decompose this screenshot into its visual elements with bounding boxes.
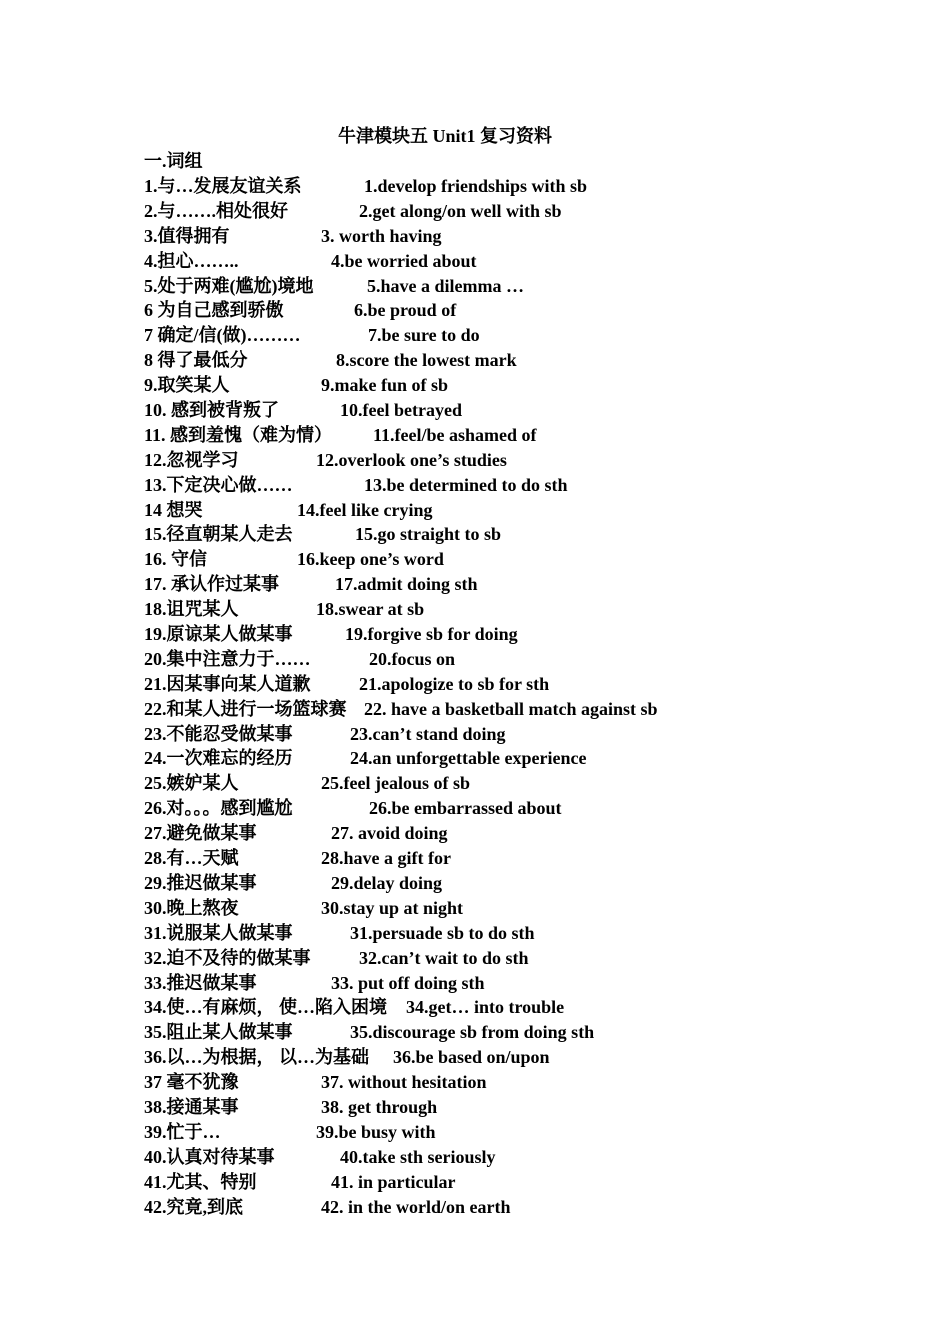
phrase-chinese: 4.担心…….. — [144, 250, 239, 271]
phrase-english: 15.go straight to sb — [355, 524, 502, 545]
phrase-chinese: 14 想哭 — [144, 499, 203, 520]
phrase-row — [144, 1095, 844, 1120]
phrase-english: 19.forgive sb for doing — [345, 624, 518, 645]
phrase-row — [144, 622, 844, 647]
phrase-chinese: 3.值得拥有 — [144, 225, 230, 246]
phrase-english: 16.keep one’s word — [297, 549, 444, 570]
phrase-row — [144, 1120, 844, 1145]
phrase-row — [144, 921, 844, 946]
phrase-english: 18.swear at sb — [316, 599, 425, 620]
phrase-row — [144, 274, 844, 299]
phrase-english: 7.be sure to do — [368, 325, 480, 346]
phrase-english: 32.can’t wait to do sth — [359, 947, 529, 968]
phrase-english: 13.be determined to do sth — [364, 474, 568, 495]
phrase-chinese: 24.一次难忘的经历 — [144, 748, 293, 769]
phrase-row — [144, 697, 844, 722]
phrase-chinese: 31.说服某人做某事 — [144, 922, 293, 943]
phrase-row — [144, 821, 844, 846]
phrase-row — [144, 1195, 844, 1220]
phrase-english: 17.admit doing sth — [335, 574, 478, 595]
phrase-chinese: 28.有…天赋 — [144, 848, 239, 869]
phrase-row — [144, 473, 844, 498]
phrase-row — [144, 249, 844, 274]
phrase-chinese: 26.对。。。感到尴尬 — [144, 798, 293, 819]
phrase-english: 34.get… into trouble — [406, 997, 565, 1018]
phrase-row — [144, 796, 844, 821]
phrase-chinese: 18.诅咒某人 — [144, 599, 239, 620]
phrase-row — [144, 398, 844, 423]
phrase-english: 29.delay doing — [331, 872, 443, 893]
phrase-english: 41. in particular — [331, 1171, 456, 1192]
phrase-row — [144, 1020, 844, 1045]
phrase-row — [144, 298, 844, 323]
phrase-english: 33. put off doing sth — [331, 972, 485, 993]
phrase-english: 9.make fun of sb — [321, 375, 449, 396]
phrase-english: 27. avoid doing — [331, 823, 448, 844]
phrase-row — [144, 1070, 844, 1095]
phrase-row — [144, 448, 844, 473]
phrase-english: 25.feel jealous of sb — [321, 773, 470, 794]
phrase-chinese: 42.究竟,到底 — [144, 1196, 243, 1217]
document-title: 牛津模块五 Unit1 复习资料 — [337, 126, 552, 146]
phrase-english: 42. in the world/on earth — [321, 1196, 511, 1217]
phrase-chinese: 37 毫不犹豫 — [144, 1072, 239, 1093]
phrase-english: 24.an unforgettable experience — [350, 748, 587, 769]
phrase-english: 37. without hesitation — [321, 1072, 487, 1093]
phrase-english: 3. worth having — [321, 225, 442, 246]
phrase-english: 22. have a basketball match against sb — [364, 698, 658, 719]
phrase-row — [144, 846, 844, 871]
phrase-english: 14.feel like crying — [297, 499, 433, 520]
phrase-row — [144, 771, 844, 796]
phrase-chinese: 15.径直朝某人走去 — [144, 524, 293, 545]
phrase-chinese: 2.与…….相处很好 — [144, 200, 288, 221]
phrase-chinese: 34.使…有麻烦， 使…陷入困境 — [144, 997, 387, 1018]
phrase-chinese: 40.认真对待某事 — [144, 1146, 275, 1167]
phrase-chinese: 33.推迟做某事 — [144, 972, 257, 993]
phrase-chinese: 21.因某事向某人道歉 — [144, 673, 311, 694]
phrase-row — [144, 1170, 844, 1195]
phrase-row — [144, 647, 844, 672]
phrase-english: 10.feel betrayed — [340, 400, 462, 421]
phrase-chinese: 25.嫉妒某人 — [144, 773, 239, 794]
phrase-english: 28.have a gift for — [321, 848, 451, 869]
phrase-row — [144, 1145, 844, 1170]
phrase-chinese: 20.集中注意力于…… — [144, 648, 311, 669]
phrase-english: 26.be embarrassed about — [369, 798, 562, 819]
phrase-row — [144, 373, 844, 398]
phrase-english: 11.feel/be ashamed of — [373, 424, 537, 445]
phrase-row — [144, 995, 844, 1020]
phrase-english: 39.be busy with — [316, 1121, 436, 1142]
phrase-english: 1.develop friendships with sb — [364, 176, 588, 196]
phrase-row — [144, 323, 844, 348]
phrase-row — [144, 597, 844, 622]
phrase-english: 40.take sth seriously — [340, 1146, 496, 1167]
phrase-chinese: 23.不能忍受做某事 — [144, 723, 293, 744]
phrase-chinese: 10. 感到被背叛了 — [144, 400, 279, 421]
phrase-row — [144, 224, 844, 249]
phrase-chinese: 5.处于两难(尴尬)境地 — [144, 275, 314, 296]
phrase-list — [144, 174, 844, 1219]
phrase-chinese: 17. 承认作过某事 — [144, 574, 279, 595]
phrase-chinese: 32.迫不及待的做某事 — [144, 947, 311, 968]
phrase-row — [144, 896, 844, 921]
phrase-chinese: 41.尤其、特别 — [144, 1171, 257, 1192]
phrase-chinese: 35.阻止某人做某事 — [144, 1022, 293, 1043]
phrase-chinese: 30.晚上熬夜 — [144, 897, 239, 918]
phrase-english: 23.can’t stand doing — [350, 723, 506, 744]
phrase-row — [144, 1045, 844, 1070]
phrase-english: 4.be worried about — [331, 250, 477, 271]
phrase-chinese: 16. 守信 — [144, 549, 207, 570]
phrase-english: 38. get through — [321, 1096, 438, 1117]
section-heading: 一.词组 — [144, 151, 203, 171]
phrase-row — [144, 498, 844, 523]
phrase-row — [144, 572, 844, 597]
phrase-english: 12.overlook one’s studies — [316, 449, 507, 470]
phrase-english: 8.score the lowest mark — [336, 350, 517, 371]
phrase-chinese: 8 得了最低分 — [144, 350, 248, 371]
phrase-chinese: 7 确定/信(做)……… — [144, 325, 301, 346]
phrase-english: 31.persuade sb to do sth — [350, 922, 535, 943]
phrase-chinese: 11. 感到羞愧（难为情） — [144, 424, 333, 445]
phrase-chinese: 1.与…发展友谊关系 — [144, 176, 302, 196]
phrase-row — [144, 522, 844, 547]
phrase-chinese: 38.接通某事 — [144, 1096, 239, 1117]
phrase-chinese: 13.下定决心做…… — [144, 474, 293, 495]
phrase-english: 5.have a dilemma … — [367, 275, 524, 296]
phrase-row — [144, 672, 844, 697]
phrase-row — [144, 971, 844, 996]
phrase-chinese: 6 为自己感到骄傲 — [144, 300, 284, 321]
phrase-row — [144, 199, 844, 224]
phrase-row — [144, 946, 844, 971]
phrase-english: 20.focus on — [369, 648, 456, 669]
phrase-row — [144, 348, 844, 373]
phrase-chinese: 9.取笑某人 — [144, 375, 230, 396]
phrase-chinese: 12.忽视学习 — [144, 449, 239, 470]
phrase-chinese: 22.和某人进行一场篮球赛 — [144, 698, 347, 719]
phrase-chinese: 27.避免做某事 — [144, 823, 257, 844]
phrase-english: 6.be proud of — [354, 300, 457, 321]
phrase-chinese: 39.忙于… — [144, 1121, 221, 1142]
phrase-chinese: 19.原谅某人做某事 — [144, 624, 293, 645]
phrase-english: 35.discourage sb from doing sth — [350, 1022, 595, 1043]
phrase-english: 36.be based on/upon — [393, 1047, 550, 1068]
phrase-row — [144, 746, 844, 771]
phrase-row — [144, 423, 844, 448]
phrase-row — [144, 174, 844, 199]
phrase-english: 2.get along/on well with sb — [359, 200, 562, 221]
phrase-english: 30.stay up at night — [321, 897, 464, 918]
phrase-chinese: 29.推迟做某事 — [144, 872, 257, 893]
phrase-row — [144, 871, 844, 896]
phrase-row — [144, 722, 844, 747]
phrase-row — [144, 547, 844, 572]
phrase-chinese: 36.以…为根据， 以…为基础 — [144, 1047, 369, 1068]
phrase-english: 21.apologize to sb for sth — [359, 673, 550, 694]
